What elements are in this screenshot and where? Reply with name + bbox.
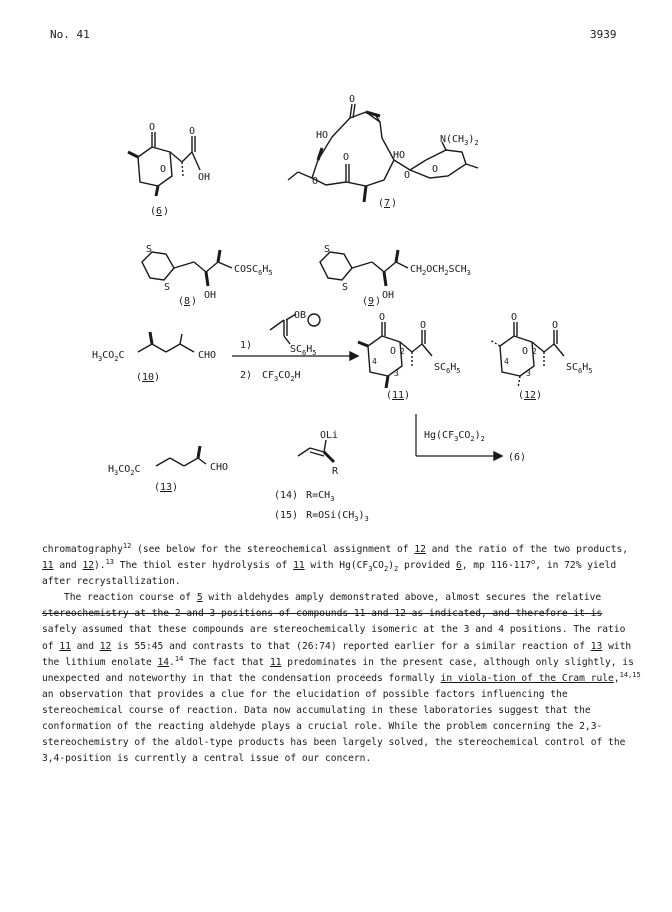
c7-sugar-o: O (432, 164, 439, 175)
c13-cho: CHO (210, 462, 229, 473)
c9-s1: S (324, 244, 331, 255)
label-8: 8 (184, 296, 191, 307)
c12-sc6h5: $SC_6H_5$ (566, 362, 593, 375)
c8-cosc6h5: $COSC_6H_5$ (234, 264, 273, 277)
legend-15: (15) $R=OSi(CH_3)_3$ (274, 510, 369, 523)
c9-oh: OH (382, 290, 395, 301)
c12-pos-4: 4 (504, 357, 509, 366)
c7-ring-o: O (312, 176, 319, 187)
c6-oh: OH (198, 172, 211, 183)
reagent-step1: 1) (240, 340, 253, 351)
c7-carbonyl-o2: O (343, 152, 350, 163)
label-6: 6 (156, 206, 163, 217)
body-text (42, 542, 642, 767)
reagent-sc6h5: $SC_6H_5$ (290, 344, 317, 357)
paragraph-1: chromatography$^{12}$ (see below for the stereochemical assignment of 12 and the ratio of the two products, 11 and 12).$^{13}$ The thiol ester hydrolysis of 11 with $Hg(CF_3CO_2)_2$ provided 6, mp 116-117$^o$, in 72% yield after recrystallization. (42, 541, 629, 588)
page-number: 3939 (590, 28, 617, 41)
c12-thioester-o: O (552, 320, 559, 331)
c7-link-o: O (404, 170, 411, 181)
c10-cho: CHO (198, 350, 217, 361)
label-13: 13 (160, 482, 173, 493)
label-7-close: ) (391, 198, 398, 209)
c12-ring-o: O (522, 346, 529, 357)
paragraph-2: The reaction course of 5 with aldehydes amply demonstrated above, almost secures the relative stereochemistry at the 2 and 3 positions of compounds 11 and 12 as indicated, and therefore it is safely assumed that these compounds are stereochemically isomeric at the 3 and 4 positions. The ratio of 11 and 12 is 55:45 and contrasts to that (26:74) reported earlier for a similar reaction of 13 with the lithium enolate 14.14 The fact that 11 predominates in the present case, although only slightly, is unexpected and noteworthy in that the condensation proceeds formally in viola-tion of the Cram rule,$^{14,15}$ an observation that provides a clue for the elucidation of possible factors influencing the stereochemical course of reaction. Data now accumulating in these laboratories suggest that the conformation of the reacting aldehyde plays a crucial role. While the problem concerning the 2,3-stereochemistry of the aldol-type products has been largely solved, the stereochemical control of the 3,4-position is currently a central issue of our concern. (42, 592, 641, 765)
label-9: 9 (368, 296, 375, 307)
c11-ring-o: O (390, 346, 397, 357)
label-9-close: ) (375, 296, 382, 307)
c7-ho: HO (316, 130, 329, 141)
c11-pos-2: 2 (400, 347, 405, 356)
reagent-hg: $Hg(CF_3CO_2)_2$ (424, 430, 485, 443)
label-6-open: ( (150, 206, 157, 217)
label-10-open: ( (136, 372, 143, 383)
c12-pos-2: 2 (532, 347, 537, 356)
c7-nme2: $N(CH_3)_2$ (440, 134, 479, 147)
label-12: 12 (524, 390, 537, 401)
label-11: 11 (392, 390, 405, 401)
c8-s2: S (164, 282, 171, 293)
label-9-open: ( (362, 296, 369, 307)
c9-ether: $CH_2OCH_2SCH_3$ (410, 264, 471, 277)
label-10-close: ) (154, 372, 161, 383)
enolate-r: R (332, 466, 339, 477)
label-13-close: ) (172, 482, 179, 493)
legend-14: (14) $R=CH_3$ (274, 490, 335, 503)
label-8-open: ( (178, 296, 185, 307)
c12-carbonyl-o: O (511, 312, 518, 323)
c6-ring-o: O (160, 164, 167, 175)
label-7: 7 (384, 198, 391, 209)
label-12-open: ( (518, 390, 525, 401)
label-12-close: ) (536, 390, 543, 401)
c8-s1: S (146, 244, 153, 255)
c9-s2: S (342, 282, 349, 293)
c6-carbonyl-o: O (149, 122, 156, 133)
c11-pos-3: 3 (394, 369, 399, 378)
label-6-close: ) (163, 206, 170, 217)
label-13-open: ( (154, 482, 161, 493)
c7-ho2: HO (393, 150, 406, 161)
c11-carbonyl-o: O (379, 312, 386, 323)
label-11-open: ( (386, 390, 393, 401)
label-10: 10 (142, 372, 155, 383)
c13-ester: $H_3CO_2C$ (108, 464, 141, 477)
reagent-ob: OB (294, 310, 307, 321)
label-8-close: ) (191, 296, 198, 307)
c10-ester: $H_3CO_2C$ (92, 350, 125, 363)
product-6: (6) (508, 452, 527, 463)
c11-pos-4: 4 (372, 357, 377, 366)
label-11-close: ) (404, 390, 411, 401)
c7-carbonyl-o: O (349, 94, 356, 105)
c11-sc6h5: $SC_6H_5$ (434, 362, 461, 375)
reagent-step2: 2) (240, 370, 253, 381)
c11-thioester-o: O (420, 320, 427, 331)
reagent-cf3co2h: $CF_3CO_2H$ (262, 370, 301, 383)
label-7-open: ( (378, 198, 385, 209)
enolate-oli: OLi (320, 430, 339, 441)
c8-oh: OH (204, 290, 217, 301)
page-journal-number: No. 41 (50, 28, 90, 41)
c6-acid-o: O (189, 126, 196, 137)
c12-pos-3: 3 (526, 369, 531, 378)
